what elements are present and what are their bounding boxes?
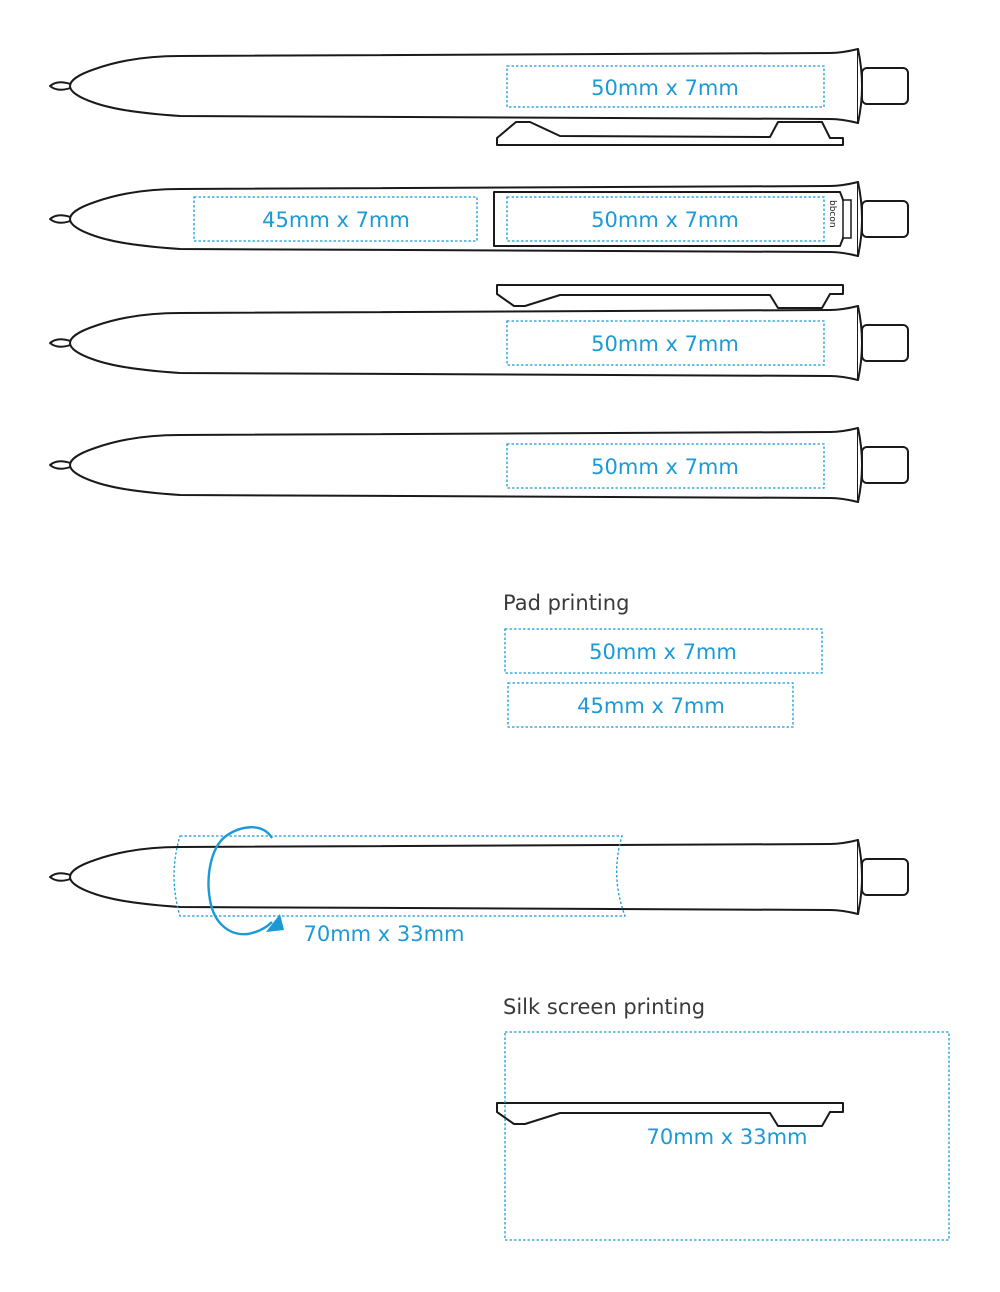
pen-3 [50,285,908,380]
pen-1 [50,49,908,145]
pen-2-print-area-barrel-label: 45mm x 7mm [262,208,410,232]
pen-4 [50,428,908,502]
pen-2-clip-logo: bbcon [827,200,837,228]
pad-printing-area-2-label: 45mm x 7mm [577,694,725,718]
wrap-arrow-head [266,914,284,932]
pad-printing-area-1-label: 50mm x 7mm [589,640,737,664]
silk-screen-title: Silk screen printing [503,995,706,1019]
pen-3-print-area-label: 50mm x 7mm [591,332,739,356]
silk-screen-legend [503,995,949,1240]
pen-2 [50,182,908,256]
pen-5-clip [497,1103,843,1126]
wrap-print-area-label: 70mm x 33mm [303,922,465,946]
pen-2-print-area-clip-label: 50mm x 7mm [591,208,739,232]
pen-1-clip [497,122,843,145]
pad-printing-title: Pad printing [503,591,630,615]
silk-screen-area-label: 70mm x 33mm [646,1125,808,1149]
pen-4-print-area-label: 50mm x 7mm [591,455,739,479]
pad-printing-legend [503,591,822,727]
pen-1-print-area-label: 50mm x 7mm [591,76,739,100]
pen-5-wrap [50,827,908,1126]
pen-3-clip [497,285,843,308]
